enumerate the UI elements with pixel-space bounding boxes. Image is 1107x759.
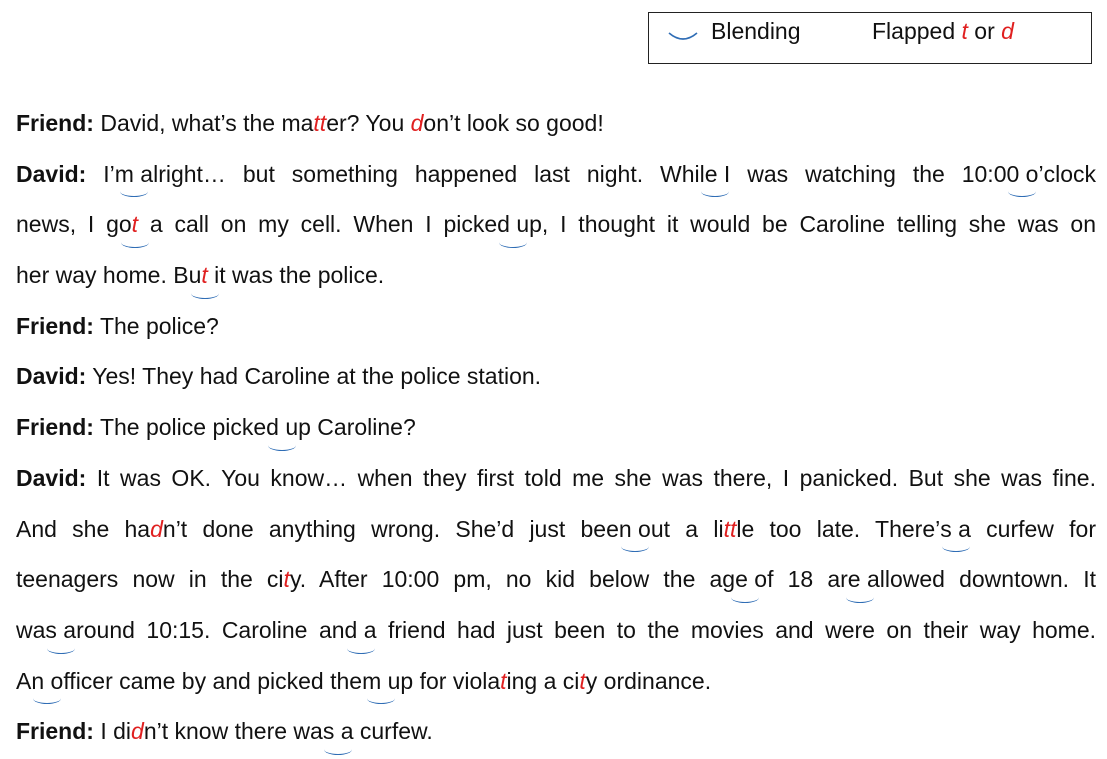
dialogue-line-13: Friend: I didn’t know there was a curfew. [16, 706, 1096, 757]
speaker-friend: Friend: [16, 414, 94, 441]
blending-mark: d u [497, 199, 529, 250]
flapped-mark: d [410, 110, 424, 136]
legend-flapped-label: Flapped t or d [872, 18, 1014, 44]
speaker-david: David: [16, 160, 87, 187]
blending-mark: re a [840, 554, 880, 605]
dialogue-transcript [16, 98, 1096, 757]
flapped-mark: t [579, 667, 586, 694]
flapped-mark: t [500, 667, 507, 694]
dialogue-line-4: her way home. But it was the police. [16, 250, 1096, 301]
speaker-friend: Friend: [16, 718, 94, 745]
blending-mark: n o [31, 656, 63, 707]
blending-mark: ge o [722, 554, 767, 605]
speaker-friend: Friend: [16, 110, 94, 136]
blending-mark: n o [619, 504, 651, 555]
blending-mark: s a [940, 504, 971, 555]
flapped-mark: d [131, 718, 144, 745]
speaker-friend: Friend: [16, 312, 94, 339]
speaker-david: David: [16, 464, 87, 491]
dialogue-line-10: teenagers now in the city. After 10:00 pm, no kid below the age of 18 are allowed downtown. It [16, 554, 1096, 605]
dialogue-line-8: David: It was OK. You know… when they first told me she was there, I panicked. But she was fine. [16, 464, 1096, 491]
blending-mark: d a [345, 605, 377, 656]
dialogue-line-11: was around 10:15. Caroline and a friend had just been to the movies and were on their way home. [16, 605, 1096, 656]
blending-arc-icon [667, 31, 699, 43]
legend-box [648, 12, 1092, 64]
dialogue-line-1: Friend: David, what’s the matter? You don’t look so good! [16, 110, 604, 136]
legend-blending-label: Blending [711, 18, 801, 44]
blending-mark: m u [362, 656, 400, 707]
blending-mark: le I [700, 149, 731, 200]
dialogue-line-5: Friend: The police? [16, 312, 219, 339]
flapped-mark: tt [313, 110, 327, 136]
flapped-mark: d [150, 515, 163, 542]
blending-mark: d u [266, 402, 298, 453]
flapped-mark: tt [723, 515, 737, 542]
blending-mark: 0 o [1007, 149, 1039, 200]
dialogue-line-2: David: I’m alright… but something happened last night. While I was watching the 10:00 o’clock [16, 149, 1096, 200]
flapped-blending-mark: t [132, 199, 138, 250]
blending-mark: s a [45, 605, 76, 656]
blending-mark: m a [115, 149, 153, 200]
dialogue-line-3: news, I got a call on my cell. When I picked up, I thought it would be Caroline telling she was on [16, 199, 1096, 250]
flapped-blending-mark: t [201, 250, 207, 301]
flapped-mark: t [283, 566, 290, 593]
speaker-david: David: [16, 363, 87, 390]
dialogue-line-6: David: Yes! They had Caroline at the police station. [16, 363, 542, 390]
dialogue-line-12: An officer came by and picked them up for violating a city ordinance. [16, 656, 1096, 707]
dialogue-line-9: And she hadn’t done anything wrong. She’d just been out a little too late. There’s a curfew for [16, 504, 1096, 555]
dialogue-line-7: Friend: The police picked up Caroline? [16, 402, 1096, 453]
blending-mark: s a [323, 706, 354, 757]
